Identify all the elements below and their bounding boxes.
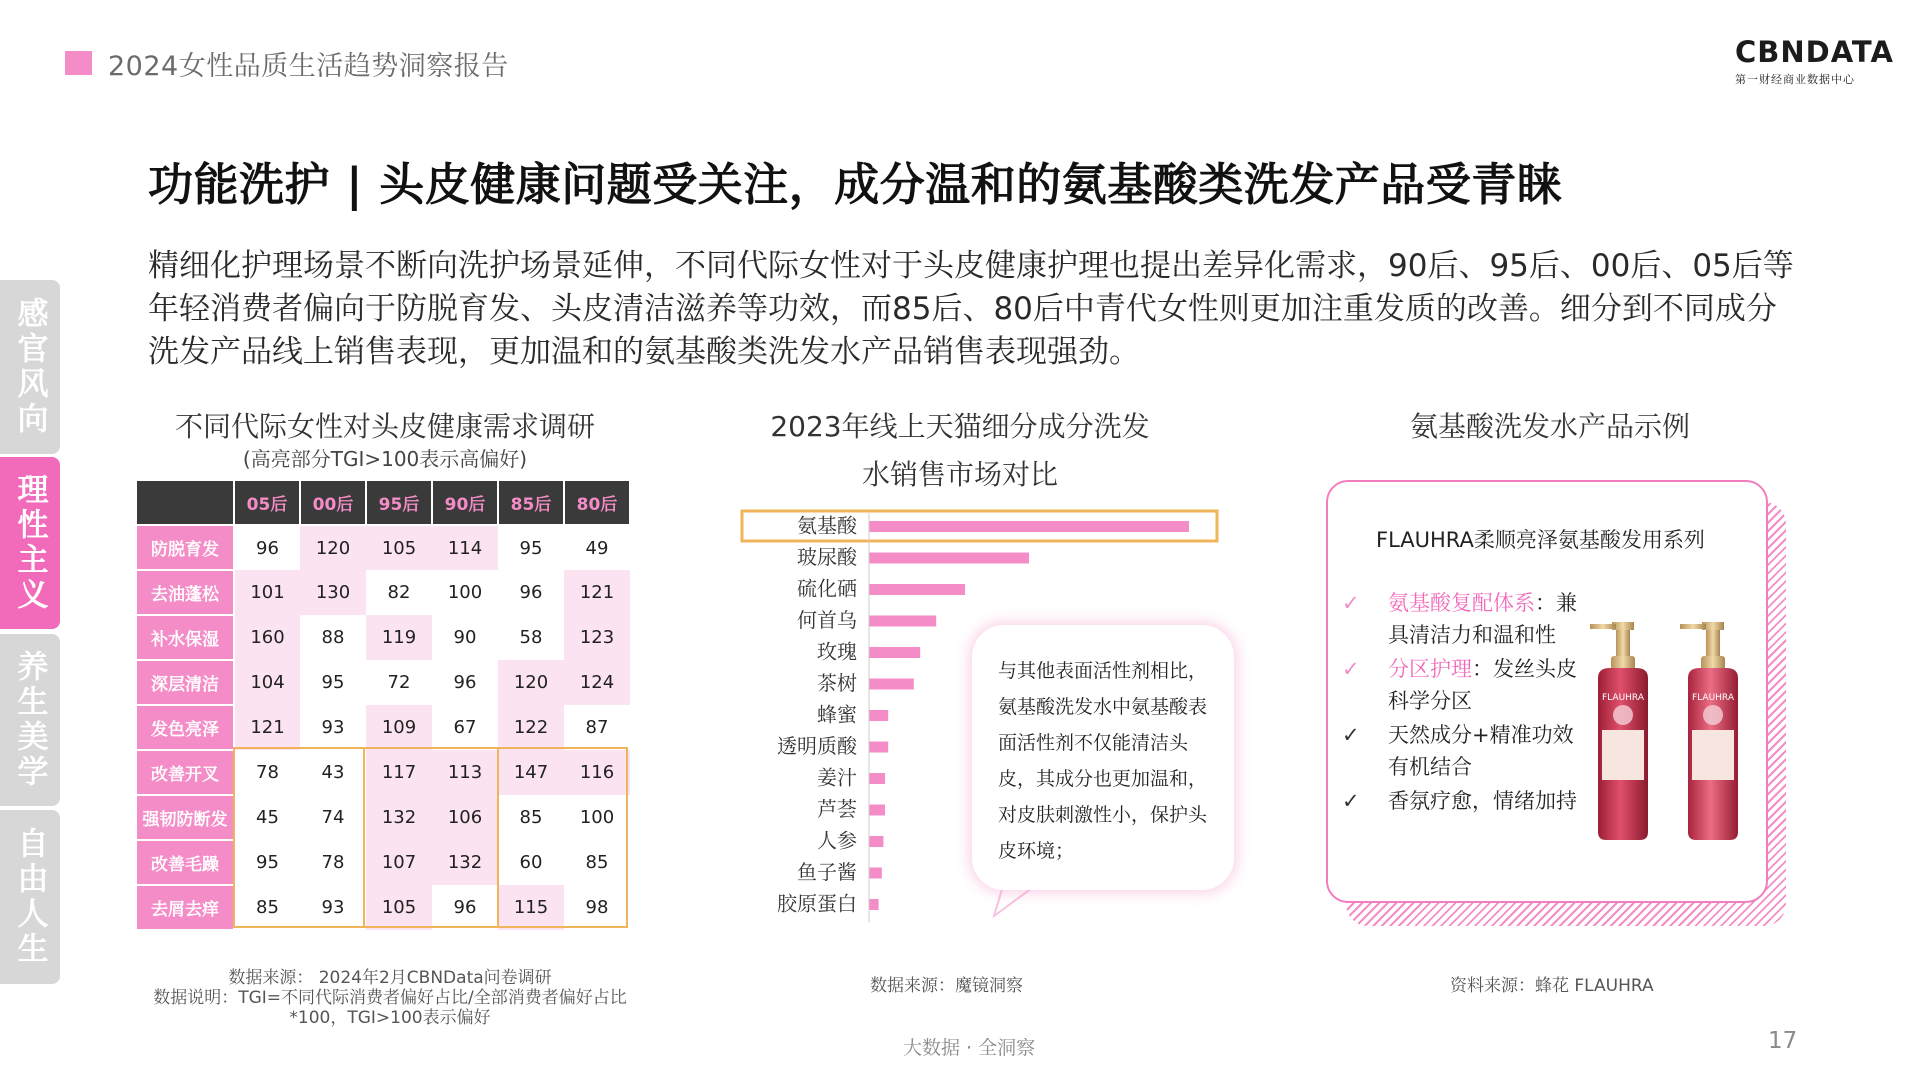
column-header: 05后: [234, 480, 300, 525]
table-row: [136, 705, 630, 750]
table-cell: 106: [432, 795, 498, 840]
row-label: 补水保湿: [136, 615, 234, 660]
row-label: 防脱育发: [136, 525, 234, 570]
category-label: 蜂蜜: [817, 702, 857, 727]
check-icon: ✓: [1342, 591, 1360, 615]
side-tab-label: 养生美学: [11, 650, 48, 790]
table-cell: 90: [453, 627, 477, 648]
table-cell: 95: [321, 672, 345, 693]
side-tab-label: 自由人生: [11, 827, 48, 967]
tgi-table: [135, 479, 631, 931]
column-header: 00后: [300, 480, 366, 525]
table-cell: 78: [256, 762, 279, 783]
check-icon: ✓: [1342, 789, 1360, 813]
bottle-left: [1590, 622, 1648, 840]
bar-透明质酸: [869, 742, 888, 753]
category-label: 何首乌: [797, 608, 857, 632]
category-label: 姜汁: [817, 765, 857, 790]
table-row: [136, 885, 630, 930]
table-cell: 117: [366, 750, 432, 795]
row-label: 发色亮泽: [136, 705, 234, 750]
category-label: 玫瑰: [817, 639, 857, 664]
category-label: 鱼子酱: [797, 860, 857, 884]
table-cell: 122: [498, 705, 564, 750]
category-label: 茶树: [817, 671, 857, 695]
feature-item: [1342, 653, 1582, 717]
row-label: 改善毛躁: [136, 840, 234, 885]
table-cell: 93: [321, 897, 345, 918]
mid-section-title-line1: 2023年线上天猫细分成分洗发: [770, 410, 1150, 443]
table-cell: 85: [256, 897, 279, 918]
table-row: [136, 525, 630, 570]
table-cell: 100: [579, 807, 615, 828]
category-label: 人参: [817, 828, 857, 853]
bar-氨基酸: [869, 521, 1189, 532]
right-source-note: 资料来源：蜂花 FLAUHRA: [1450, 976, 1654, 996]
table-cell: 96: [256, 537, 279, 559]
source-line: 数据来源： 2024年2月CBNData问卷调研: [228, 968, 552, 988]
footer-tagline: 大数据 · 全洞察: [903, 1037, 1036, 1059]
table-cell: 115: [498, 885, 564, 930]
row-label: 强韧防断发: [136, 795, 234, 840]
table-cell: 95: [519, 537, 543, 559]
table-cell: 130: [300, 570, 366, 615]
table-cell: 87: [585, 717, 609, 738]
page-number: 17: [1768, 1028, 1798, 1054]
logo-sub-text: 第一财经商业数据中心: [1735, 73, 1855, 86]
table-cell: 74: [321, 807, 345, 828]
table-row: [136, 795, 630, 840]
table-cell: 60: [519, 852, 543, 873]
side-tab-freedom[interactable]: [0, 810, 60, 984]
category-label: 硫化硒: [797, 576, 857, 601]
side-tab-sensory[interactable]: [0, 280, 60, 454]
side-tab-wellness[interactable]: [0, 634, 60, 806]
feature-text: ：兼具清洁力和温和性: [1388, 591, 1577, 647]
table-cell: 121: [234, 705, 300, 750]
product-bottles-image: [1584, 620, 1754, 845]
table-cell: 72: [387, 672, 411, 693]
table-cell: 43: [321, 762, 345, 783]
table-row: [136, 750, 630, 795]
table-cell: 124: [564, 660, 630, 705]
table-cell: 96: [453, 897, 477, 918]
table-cell: 147: [498, 750, 564, 795]
bar-何首乌: [869, 616, 936, 627]
table-cell: 113: [432, 750, 498, 795]
bottle-brand-label: FLAUHRA: [1692, 693, 1734, 703]
column-header: 85后: [498, 480, 564, 525]
feature-item: [1342, 719, 1582, 783]
table-cell: 85: [519, 807, 543, 828]
side-tab-label: 理性主义: [11, 473, 48, 613]
mid-source-note: 数据来源：魔镜洞察: [870, 976, 1023, 996]
bar-玫瑰: [869, 647, 920, 658]
feature-text: 天然成分+精准功效有机结合: [1388, 723, 1574, 779]
table-cell: 105: [366, 525, 432, 570]
bottle-right: [1680, 622, 1738, 840]
table-cell: 116: [564, 750, 630, 795]
table-corner: [136, 480, 234, 525]
feature-text: 香氛疗愈，情绪加持: [1388, 789, 1577, 813]
left-source-note: [140, 968, 640, 1028]
table-cell: 67: [453, 717, 477, 738]
table-cell: 104: [234, 660, 300, 705]
table-cell: 120: [498, 660, 564, 705]
bar-姜汁: [869, 773, 885, 784]
table-cell: 132: [432, 840, 498, 885]
row-label: 去屑去痒: [136, 885, 234, 930]
bar-玻尿酸: [869, 553, 1029, 564]
row-label: 去油蓬松: [136, 570, 234, 615]
table-cell: 101: [234, 570, 300, 615]
table-cell: 95: [256, 852, 279, 873]
table-cell: 82: [387, 582, 411, 603]
column-header: 80后: [564, 480, 630, 525]
table-cell: 85: [585, 852, 609, 873]
left-section-title: 不同代际女性对头皮健康需求调研: [174, 410, 595, 443]
right-section-title: 氨基酸洗发水产品示例: [1409, 410, 1690, 443]
report-title: 2024女性品质生活趋势洞察报告: [108, 51, 509, 82]
check-icon: ✓: [1342, 657, 1360, 681]
callout-bubble: [972, 625, 1234, 890]
bar-鱼子酱: [869, 868, 882, 879]
feature-highlight: 氨基酸复配体系: [1388, 591, 1535, 615]
left-section-subtitle: (高亮部分TGI>100表示高偏好): [242, 447, 528, 471]
category-label: 芦荟: [817, 797, 857, 821]
intro-paragraph: 精细化护理场景不断向洗护场景延伸，不同代际女性对于头皮健康护理也提出差异化需求，90后、95后、00后、05后等年轻消费者偏向于防脱育发、头皮清洁滋养等功效，而85后、80后中青代女性则更加注重发质的改善。细分到不同成分洗发产品线上销售表现，更加温和的氨基酸类洗发水产品销售表现强劲。: [148, 248, 1794, 370]
category-label: 透明质酸: [777, 734, 857, 758]
table-cell: 105: [366, 885, 432, 930]
feature-text: ：发丝头皮科学分区: [1388, 657, 1577, 713]
table-cell: 109: [366, 705, 432, 750]
table-cell: 114: [432, 525, 498, 570]
column-header: 90后: [432, 480, 498, 525]
product-feature-list: [1342, 587, 1582, 817]
table-cell: 49: [585, 537, 609, 559]
table-row: [136, 615, 630, 660]
table-cell: 107: [366, 840, 432, 885]
bar-芦荟: [869, 805, 885, 816]
table-cell: 100: [447, 582, 483, 603]
bar-蜂蜜: [869, 710, 888, 721]
logo-main-text: CBNDATA: [1735, 35, 1894, 69]
mid-section-title-line2: 水销售市场对比: [861, 458, 1058, 491]
table-row: [136, 570, 630, 615]
header-accent-square: [65, 51, 92, 75]
feature-highlight: 分区护理: [1388, 657, 1472, 681]
table-cell: 160: [234, 615, 300, 660]
table-cell: 78: [321, 852, 345, 873]
category-label: 胶原蛋白: [777, 891, 857, 916]
row-label: 深层清洁: [136, 660, 234, 705]
table-cell: 88: [321, 627, 345, 648]
row-label: 改善开叉: [136, 750, 234, 795]
table-cell: 132: [366, 795, 432, 840]
bar-胶原蛋白: [869, 899, 879, 910]
bar-人参: [869, 836, 883, 847]
table-cell: 45: [256, 807, 279, 828]
bottle-brand-label: FLAUHRA: [1602, 693, 1644, 703]
table-cell: 93: [321, 717, 345, 738]
category-label: 氨基酸: [797, 513, 857, 538]
table-cell: 96: [519, 582, 543, 603]
table-cell: 121: [564, 570, 630, 615]
table-cell: 119: [366, 615, 432, 660]
table-cell: 123: [564, 615, 630, 660]
cbndata-logo: [1735, 35, 1894, 87]
feature-item: [1342, 785, 1582, 817]
category-label: 玻尿酸: [797, 545, 857, 569]
table-header-row: [136, 480, 630, 525]
side-tab-rational[interactable]: [0, 457, 60, 629]
table-cell: 58: [519, 627, 543, 648]
check-icon: ✓: [1342, 723, 1360, 747]
table-cell: 96: [453, 672, 477, 693]
product-card-title: FLAUHRA柔顺亮泽氨基酸发用系列: [1376, 528, 1705, 552]
side-tab-label: 感官风向: [11, 297, 48, 437]
callout-text: 与其他表面活性剂相比，氨基酸洗发水中氨基酸表面活性剂不仅能清洁头皮，其成分也更加温和，对皮肤刺激性小，保护头皮环境；: [998, 660, 1208, 862]
table-cell: 120: [300, 525, 366, 570]
bar-茶树: [869, 679, 914, 690]
source-line: 数据说明：TGI=不同代际消费者偏好占比/全部消费者偏好占比*100，TGI>100表示偏好: [153, 988, 627, 1028]
page-title: 功能洗护 | 头皮健康问题受关注，成分温和的氨基酸类洗发产品受青睐: [148, 158, 1563, 211]
table-cell: 98: [585, 897, 609, 918]
table-row: [136, 840, 630, 885]
bar-硫化硒: [869, 584, 965, 595]
column-header: 95后: [366, 480, 432, 525]
feature-item: [1342, 587, 1582, 651]
table-row: [136, 660, 630, 705]
